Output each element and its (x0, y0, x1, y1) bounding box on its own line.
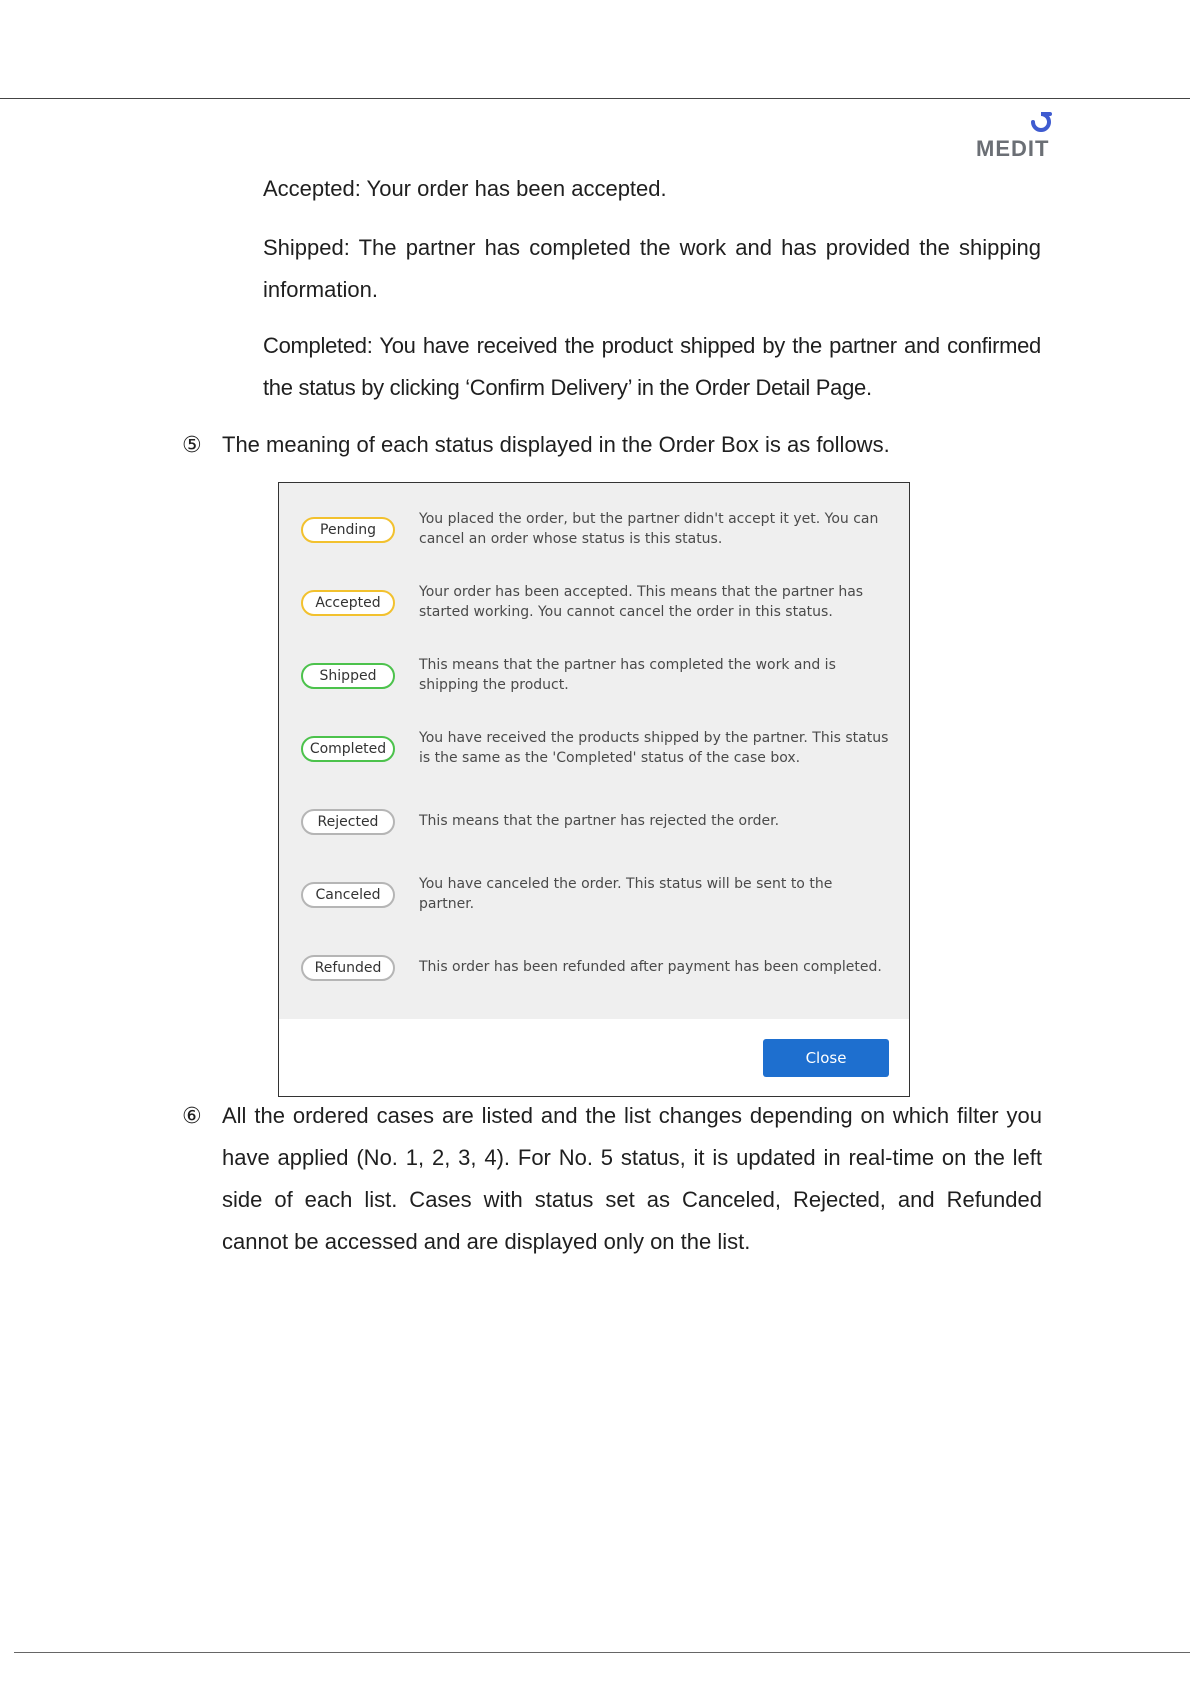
item-6-text: All the ordered cases are listed and the list changes depending on which filter you have applied (No. 1, 2, 3, 4). For No. 5 status, it is updated in real-time on the left side of each list. Cases with status set as Canceled, Rejected, and Refunded cannot be accessed and are displayed only on the list. (222, 1103, 1042, 1254)
item-number-6: ⑥ (182, 1103, 202, 1128)
status-description-pending: You placed the order, but the partner didn't accept it yet. You can cancel an order whose status is this status. (419, 511, 879, 547)
order-status-dialog (278, 482, 910, 1097)
status-definition-shipped: Shipped: The partner has completed the work and has provided the shipping information. (263, 235, 1041, 302)
header-rule (0, 98, 1190, 99)
status-description-shipped: This means that the partner has completed the work and is shipping the product. (419, 657, 836, 693)
status-pill-pending: Pending (301, 517, 395, 543)
status-row-pending (279, 503, 909, 563)
status-row-rejected (279, 795, 909, 855)
item-5-text: The meaning of each status displayed in the Order Box is as follows. (222, 432, 890, 457)
status-description-accepted: Your order has been accepted. This means that the partner has started working. You cannot cancel the order in this status. (419, 584, 864, 620)
status-definition-completed: Completed: You have received the product shipped by the partner and confirmed the status by clicking ‘Confirm Delivery’ in the Order Detail Page. (263, 333, 1041, 400)
status-description-completed: You have received the products shipped by the partner. This status is the same as the 'Completed' status of the case box. (419, 730, 889, 766)
status-row-refunded (279, 941, 909, 1001)
footer-rule (14, 1652, 1190, 1653)
logo-text: MEDIT (976, 136, 1050, 161)
status-definition-accepted: Accepted: Your order has been accepted. (263, 176, 667, 201)
status-legend (279, 483, 909, 1019)
status-pill-refunded: Refunded (301, 955, 395, 981)
medit-logo (970, 110, 1060, 166)
status-description-canceled: You have canceled the order. This status will be sent to the partner. (419, 876, 833, 912)
status-description-rejected: This means that the partner has rejected the order. (419, 813, 780, 829)
status-row-canceled (279, 868, 909, 928)
status-description-refunded: This order has been refunded after payment has been completed. (419, 959, 882, 975)
status-row-accepted (279, 576, 909, 636)
close-button[interactable]: Close (763, 1039, 889, 1077)
medit-logo-mark-icon (1028, 110, 1054, 136)
status-pill-shipped: Shipped (301, 663, 395, 689)
status-pill-rejected: Rejected (301, 809, 395, 835)
status-pill-accepted: Accepted (301, 590, 395, 616)
item-number-5: ⑤ (182, 432, 202, 457)
status-row-shipped (279, 649, 909, 709)
status-pill-completed: Completed (301, 736, 395, 762)
status-row-completed (279, 722, 909, 782)
status-pill-canceled: Canceled (301, 882, 395, 908)
